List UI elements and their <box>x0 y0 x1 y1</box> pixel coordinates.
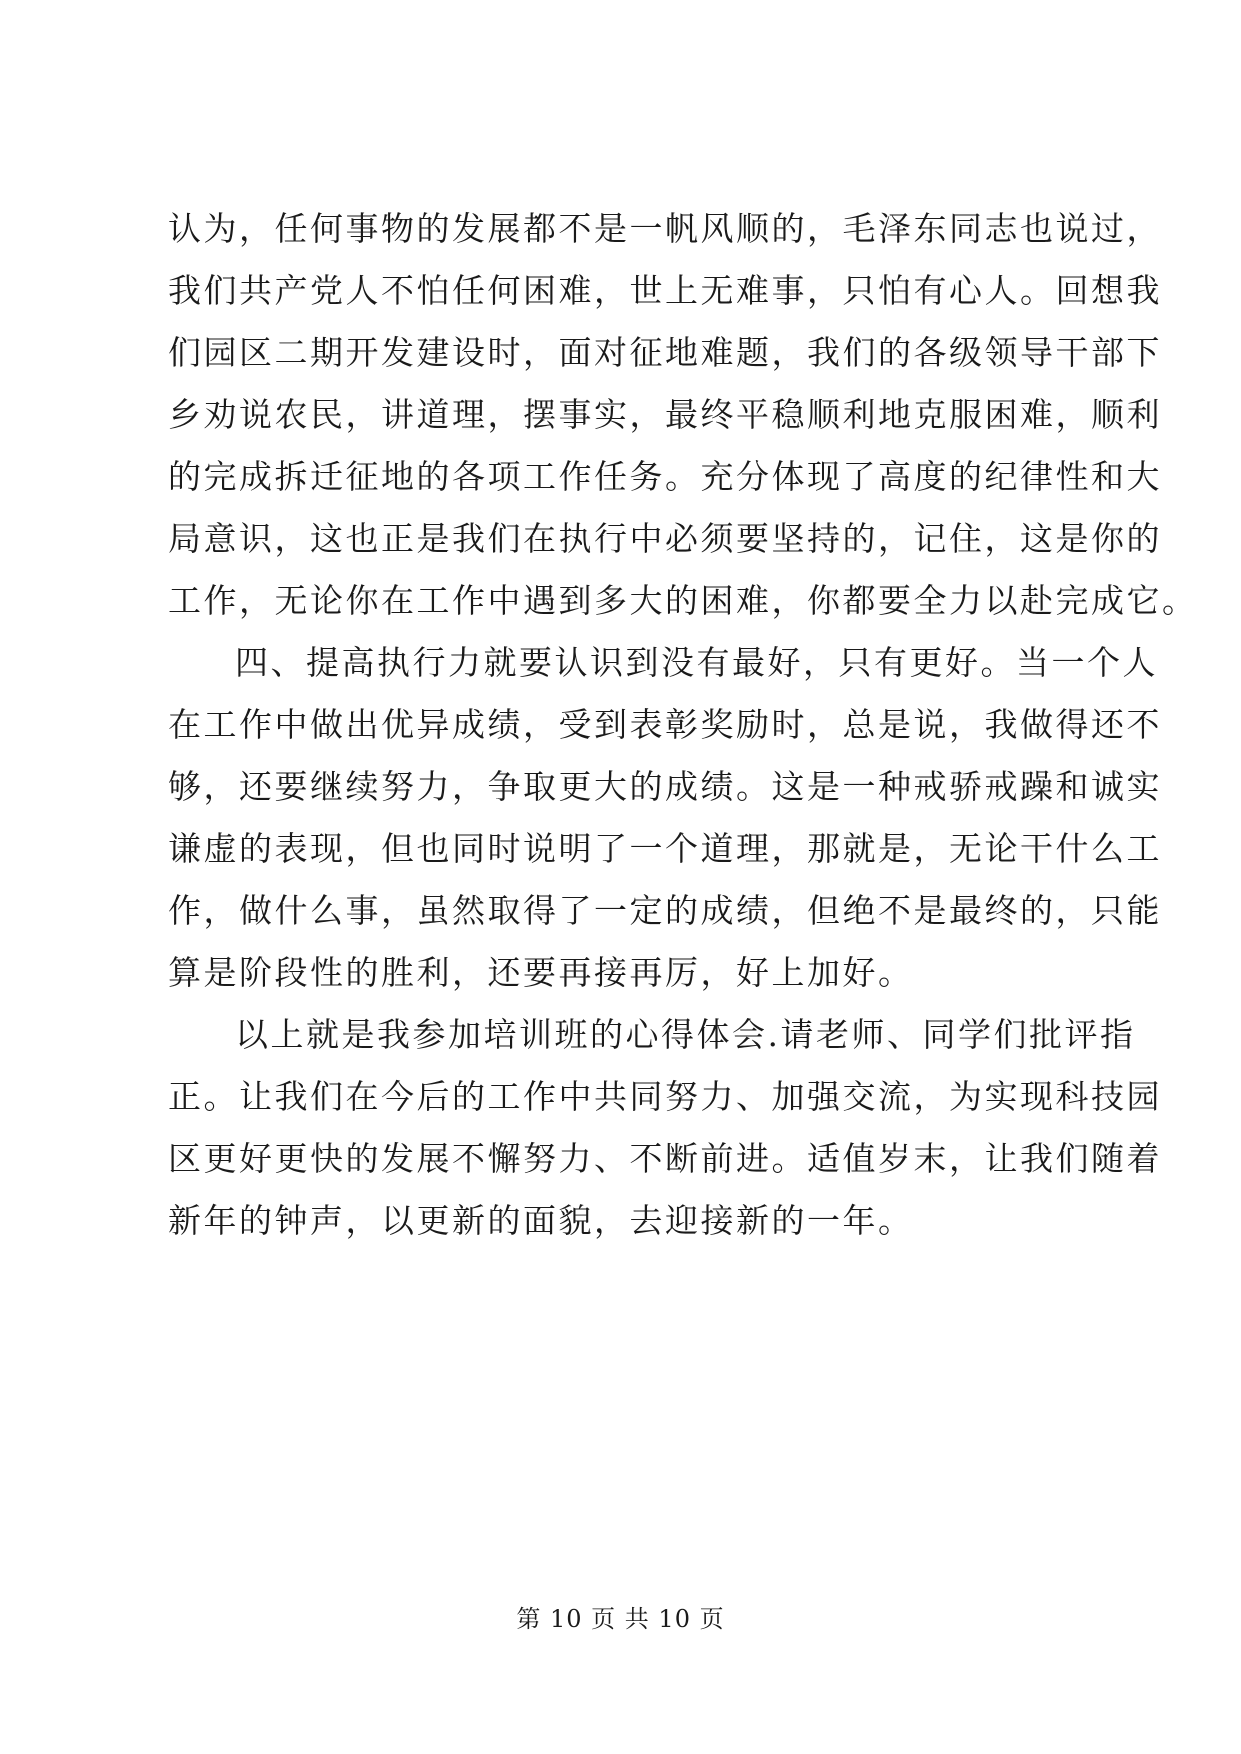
text-line: 们园区二期开发建设时，面对征地难题，我们的各级领导干部下 <box>168 333 1162 372</box>
paragraph-start-line: 四、提高执行力就要认识到没有最好，只有更好。当一个人 <box>235 643 1158 682</box>
text-line: 正。让我们在今后的工作中共同努力、加强交流，为实现科技园 <box>168 1077 1162 1116</box>
text-line: 的完成拆迁征地的各项工作任务。充分体现了高度的纪律性和大 <box>168 457 1162 496</box>
paragraph-start-line: 以上就是我参加培训班的心得体会.请老师、同学们批评指 <box>235 1015 1136 1054</box>
text-line: 在工作中做出优异成绩，受到表彰奖励时，总是说，我做得还不 <box>168 705 1162 744</box>
page-number-footer: 第 10 页 共 10 页 <box>516 1605 725 1633</box>
text-line: 作，做什么事，虽然取得了一定的成绩，但绝不是最终的，只能 <box>168 891 1162 930</box>
text-line: 局意识，这也正是我们在执行中必须要坚持的，记住，这是你的 <box>168 519 1162 558</box>
text-line: 够，还要继续努力，争取更大的成绩。这是一种戒骄戒躁和诚实 <box>168 767 1162 806</box>
text-line: 工作，无论你在工作中遇到多大的困难，你都要全力以赴完成它。 <box>168 581 1198 620</box>
text-line: 我们共产党人不怕任何困难，世上无难事，只怕有心人。回想我 <box>168 271 1162 310</box>
paragraph-end-line: 新年的钟声，以更新的面貌，去迎接新的一年。 <box>168 1201 914 1240</box>
text-line: 区更好更快的发展不懈努力、不断前进。适值岁末，让我们随着 <box>168 1139 1162 1178</box>
paragraph-end-line: 算是阶段性的胜利，还要再接再厉，好上加好。 <box>168 953 914 992</box>
text-line: 谦虚的表现，但也同时说明了一个道理，那就是，无论干什么工 <box>168 829 1162 868</box>
text-line: 乡劝说农民，讲道理，摆事实，最终平稳顺利地克服困难，顺利 <box>168 395 1162 434</box>
text-line: 认为，任何事物的发展都不是一帆风顺的，毛泽东同志也说过， <box>168 209 1162 248</box>
document-body <box>168 198 1198 1252</box>
